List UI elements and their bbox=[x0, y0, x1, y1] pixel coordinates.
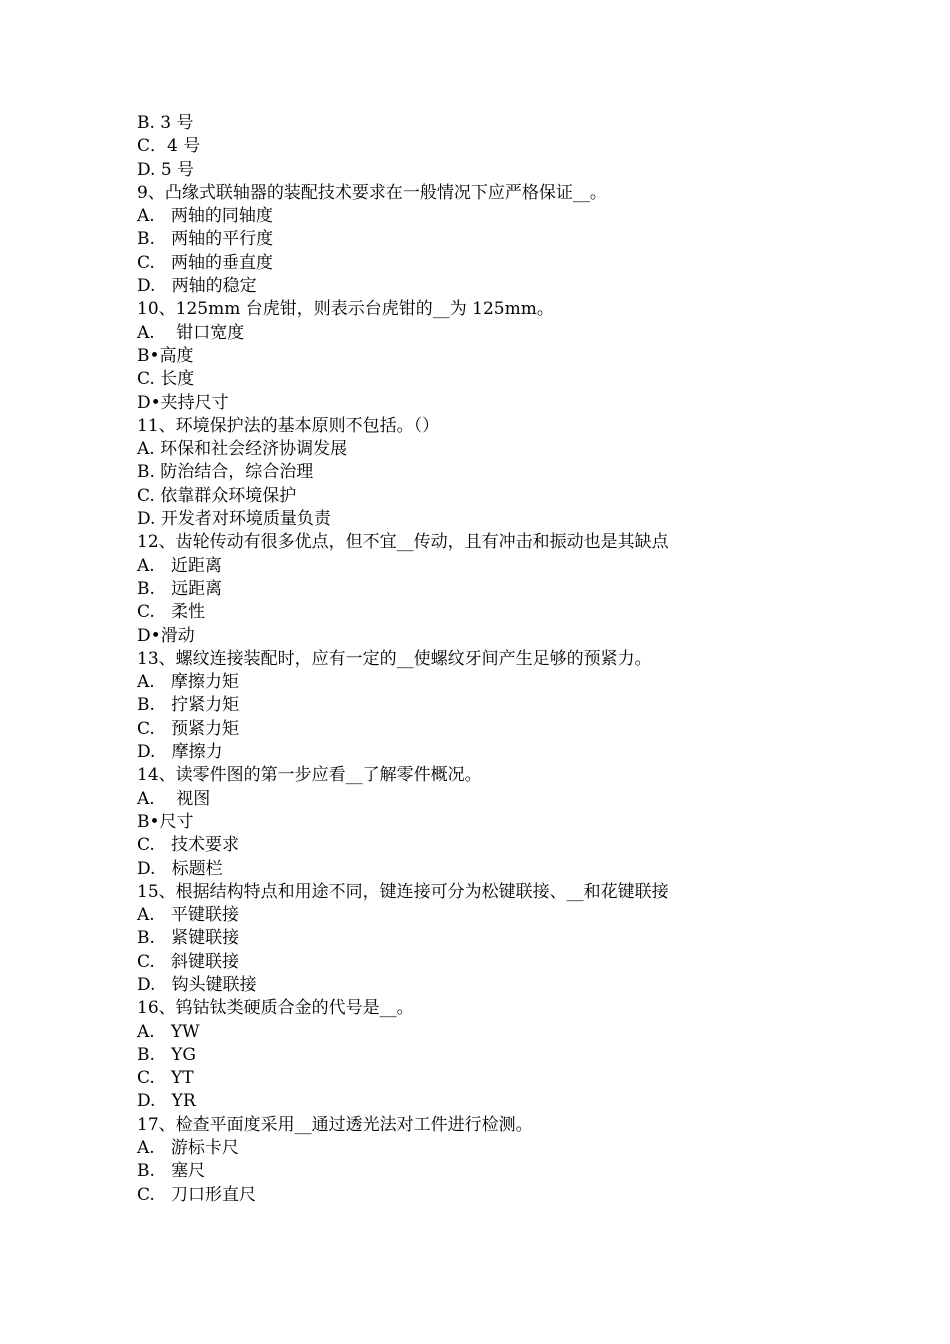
text-line: 14、读零件图的第一步应看__了解零件概况。 bbox=[137, 765, 482, 786]
text-line: A. 环保和社会经济协调发展 bbox=[137, 439, 348, 460]
text-line: A. 平键联接 bbox=[137, 905, 239, 926]
text-line: D. YR bbox=[137, 1091, 196, 1112]
text-line: A. 两轴的同轴度 bbox=[137, 206, 273, 227]
text-line: D. 两轴的稳定 bbox=[137, 276, 257, 297]
text-line: A. 钳口宽度 bbox=[137, 322, 245, 343]
text-line: 15、根据结构特点和用途不同，键连接可分为松键联接、__和花键联接 bbox=[137, 881, 669, 902]
text-line: 17、检查平面度采用__通过透光法对工件进行检测。 bbox=[137, 1114, 533, 1135]
text-line: A. 近距离 bbox=[137, 555, 222, 576]
text-line: D. 摩擦力 bbox=[137, 742, 223, 763]
text-line: D•夹持尺寸 bbox=[137, 392, 229, 413]
text-line: D. 钩头键联接 bbox=[137, 974, 257, 995]
text-line: C. YT bbox=[137, 1068, 194, 1089]
text-line: C. 预紧力矩 bbox=[137, 718, 240, 739]
text-line: D. 5 号 bbox=[137, 159, 195, 180]
text-line: C. 柔性 bbox=[137, 602, 206, 623]
text-line: C. 长度 bbox=[137, 369, 195, 390]
text-line: A. 视图 bbox=[137, 788, 211, 809]
text-line: A. 游标卡尺 bbox=[137, 1138, 239, 1159]
text-line: C. 斜键联接 bbox=[137, 951, 240, 972]
text-line: C. 技术要求 bbox=[137, 835, 240, 856]
text-line: D. 标题栏 bbox=[137, 858, 223, 879]
text-line: B. 3 号 bbox=[137, 113, 194, 133]
text-line: B. 防治结合，综合治理 bbox=[137, 462, 314, 483]
text-line: B. YG bbox=[137, 1044, 196, 1065]
text-line: C．4 号 bbox=[137, 136, 201, 157]
text-line: B•高度 bbox=[137, 345, 194, 366]
text-line: 12、齿轮传动有很多优点，但不宜__传动，且有冲击和振动也是其缺点 bbox=[137, 532, 669, 553]
text-line: B. 两轴的平行度 bbox=[137, 229, 274, 250]
text-line: B. 拧紧力矩 bbox=[137, 695, 240, 716]
text-line: B. 紧键联接 bbox=[137, 928, 240, 949]
text-line: 9、凸缘式联轴器的装配技术要求在一般情况下应严格保证__。 bbox=[137, 182, 607, 203]
text-line: C. 依靠群众环境保护 bbox=[137, 485, 297, 506]
text-line: 11、环境保护法的基本原则不包括。（） bbox=[137, 415, 440, 436]
text-line: C. 刀口形直尺 bbox=[137, 1184, 257, 1205]
text-line: D. 开发者对环境质量负责 bbox=[137, 509, 331, 530]
text-line: C. 两轴的垂直度 bbox=[137, 252, 274, 273]
text-line: B. 塞尺 bbox=[137, 1161, 206, 1182]
text-line: 10、125mm 台虎钳，则表示台虎钳的__为 125mm。 bbox=[137, 299, 554, 320]
document-page bbox=[137, 112, 877, 1207]
text-line: B. 远距离 bbox=[137, 578, 223, 599]
text-line: 13、螺纹连接装配时，应有一定的__使螺纹牙间产生足够的预紧力。 bbox=[137, 648, 652, 669]
text-line: B•尺寸 bbox=[137, 811, 194, 832]
text-line: A. YW bbox=[137, 1021, 200, 1042]
text-line: 16、钨钴钛类硬质合金的代号是__。 bbox=[137, 998, 414, 1019]
text-line: A. 摩擦力矩 bbox=[137, 672, 239, 693]
text-line: D•滑动 bbox=[137, 625, 195, 646]
